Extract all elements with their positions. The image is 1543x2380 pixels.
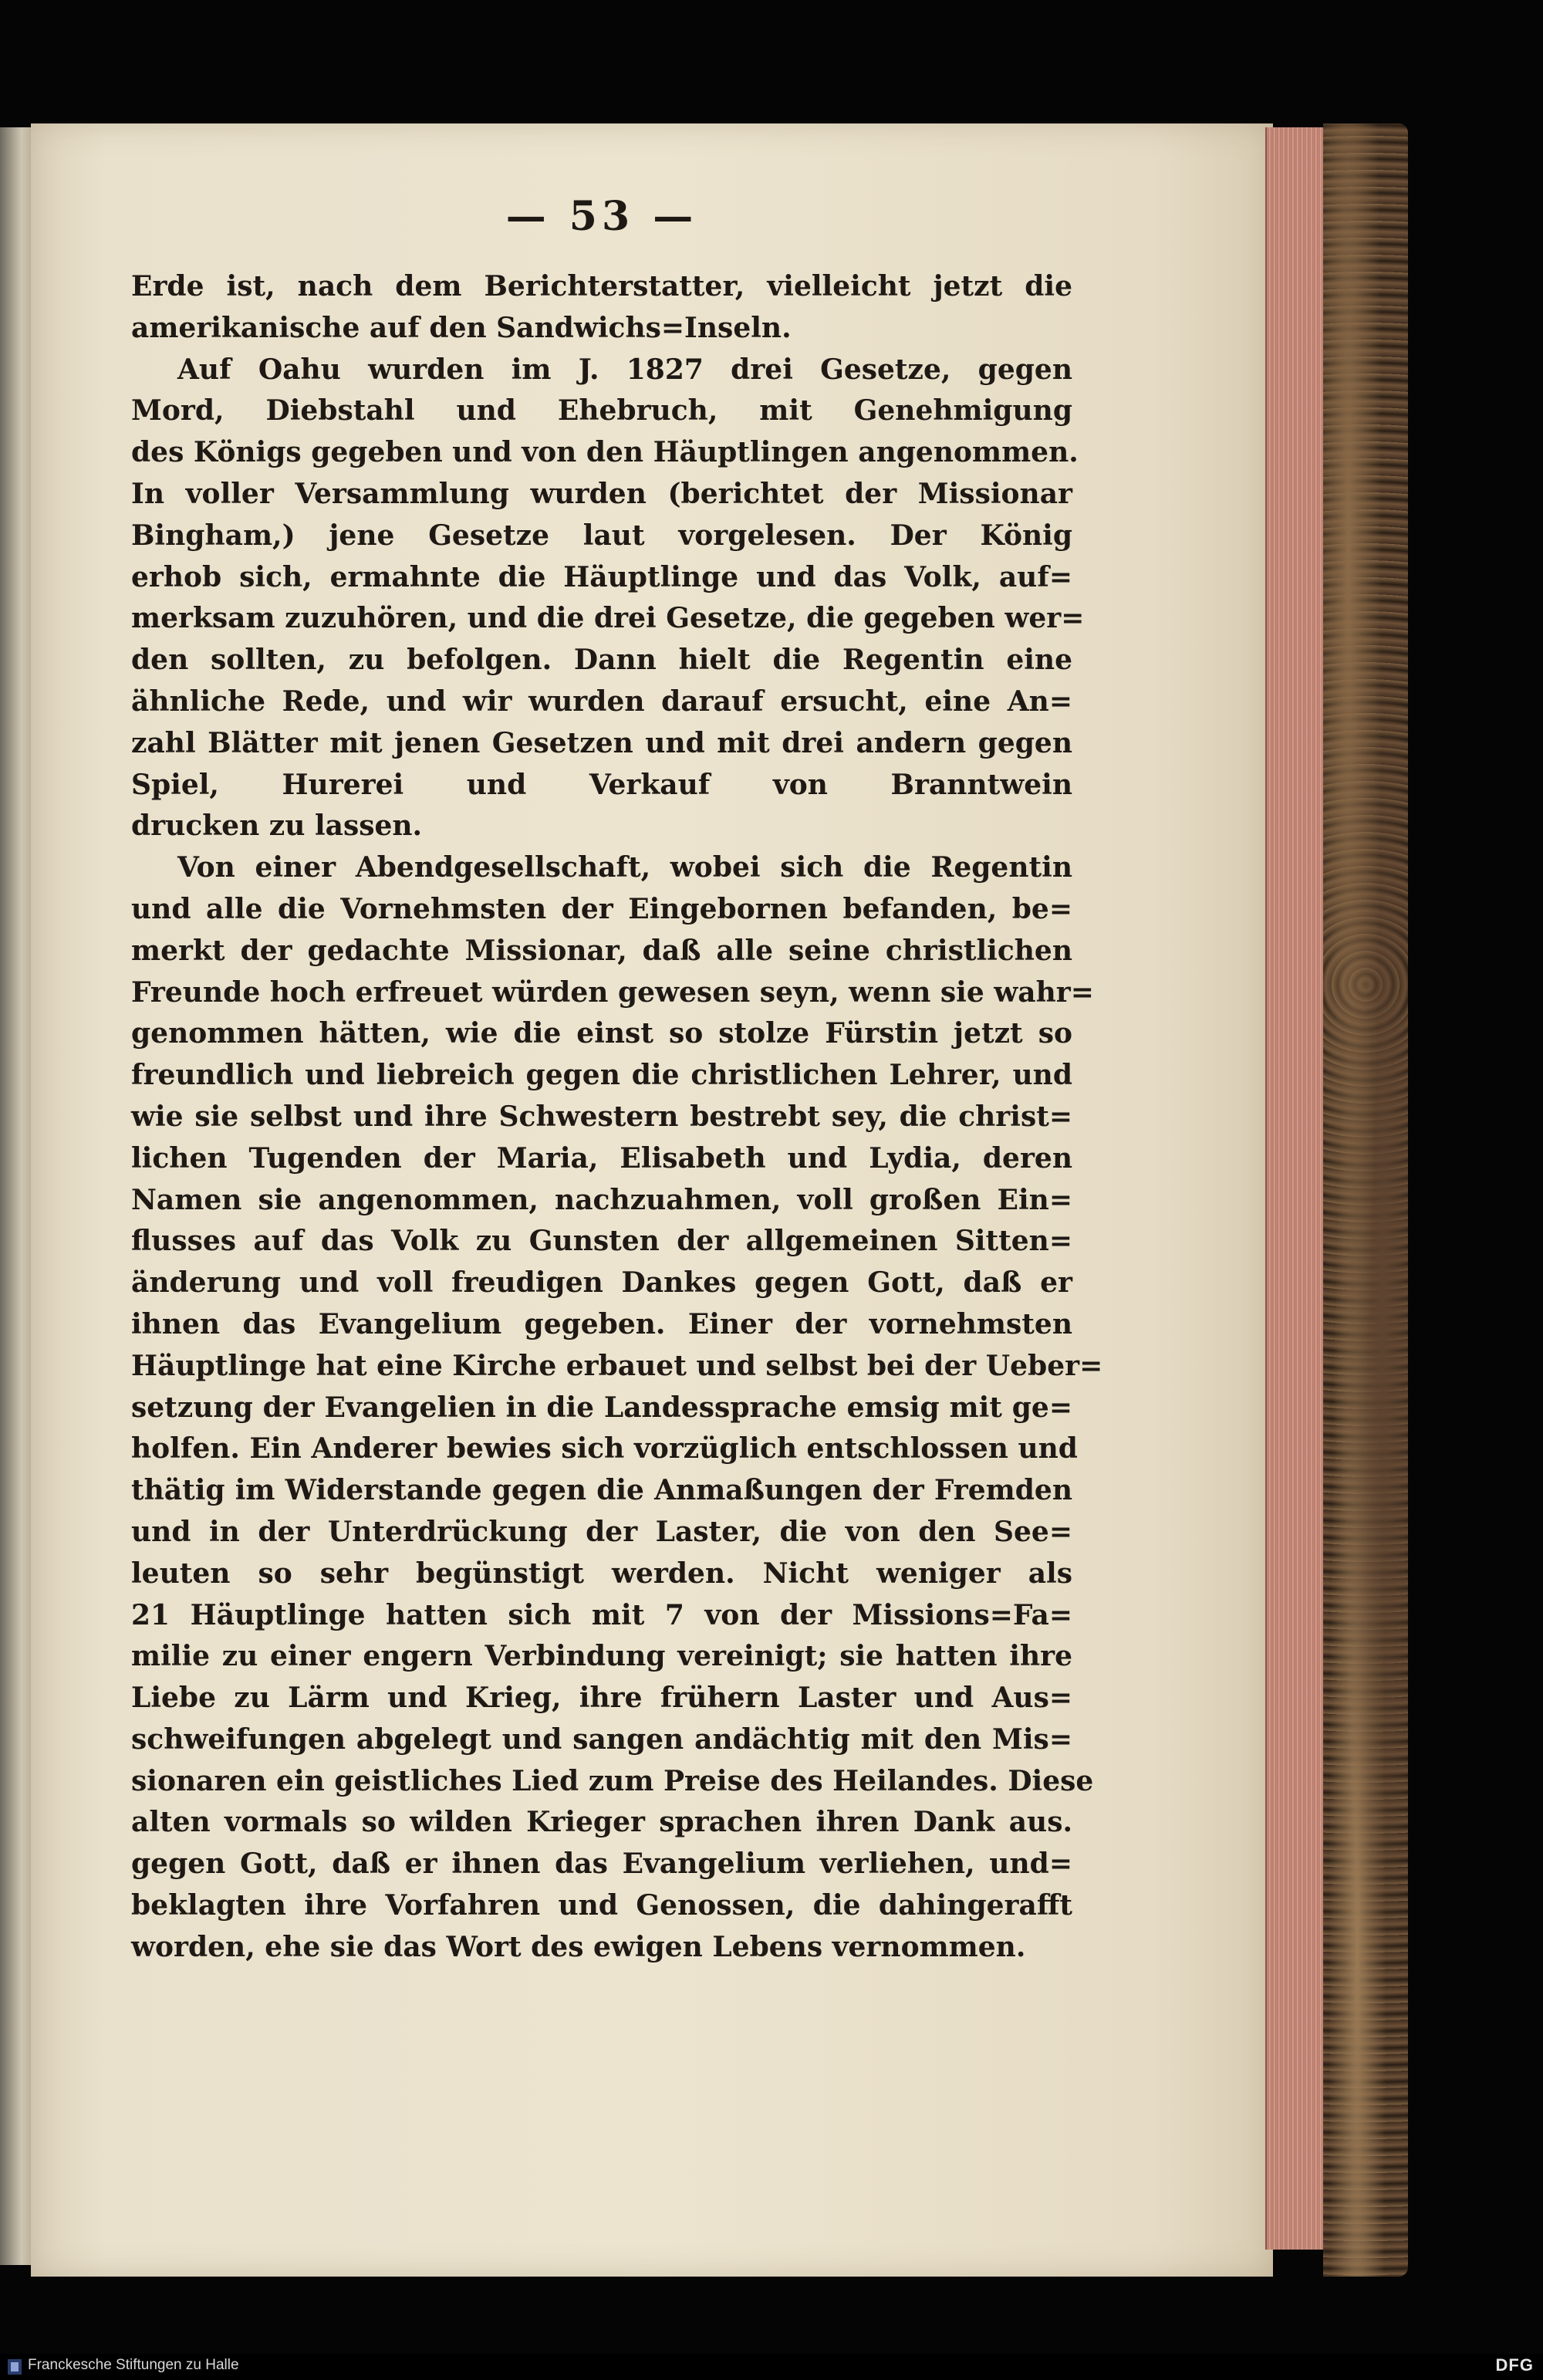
text-line: Auf Oahu wurden im J. 1827 drei Gesetze, gegen — [177, 353, 1072, 386]
text-line: Erde ist, nach dem Berichterstatter, vielleicht jetzt die — [131, 270, 1072, 303]
marbled-cover — [1323, 123, 1408, 2277]
text-line: worden, ehe sie das Wort des ewigen Lebens vernommen. — [131, 1930, 1026, 1963]
text-line: thätig im Widerstande gegen die Anmaßungen der Fremden — [131, 1474, 1072, 1507]
institution-credit: Franckesche Stiftungen zu Halle — [28, 2357, 239, 2373]
text-line: schweifungen abgelegt und sangen andächtig mit den Mis= — [131, 1722, 1072, 1756]
text-line: drucken zu lassen. — [131, 810, 423, 843]
text-line: alten vormals so wilden Krieger sprachen ihren Dank aus. — [131, 1806, 1072, 1839]
text-line: änderung und voll freudigen Dankes gegen Gott, daß er — [131, 1266, 1072, 1300]
text-line: und alle die Vornehmsten der Eingebornen befanden, be= — [131, 892, 1072, 925]
text-line: ihnen das Evangelium gegeben. Einer der vornehmsten — [131, 1307, 1072, 1340]
text-line: Namen sie angenommen, nachzuahmen, voll großen Ein= — [131, 1183, 1072, 1216]
text-line: merksam zuzuhören, und die drei Gesetze, die gegeben wer= — [131, 602, 1085, 635]
text-line: ähnliche Rede, und wir wurden darauf ersucht, eine An= — [131, 685, 1072, 718]
text-line: genommen hätten, wie die einst so stolze Fürstin jetzt so — [131, 1017, 1072, 1050]
dfg-badge: DFG — [1495, 2355, 1534, 2375]
body-text — [131, 266, 1103, 1969]
text-line: sionaren ein geistliches Lied zum Preise des Heilandes. Diese — [131, 1764, 1094, 1797]
text-line: wie sie selbst und ihre Schwestern bestrebt sey, die christ= — [131, 1100, 1072, 1133]
text-line: Häuptlinge hat eine Kirche erbauet und selbst bei der Ueber= — [131, 1349, 1103, 1382]
text-line: Liebe zu Lärm und Krieg, ihre frühern Laster und Aus= — [131, 1682, 1072, 1715]
text-line: freundlich und liebreich gegen die christlichen Lehrer, und — [131, 1059, 1072, 1092]
page-text — [131, 193, 1103, 1969]
text-line: merkt der gedachte Missionar, daß alle seine christlichen — [131, 934, 1072, 967]
text-line: holfen. Ein Anderer bewies sich vorzüglich entschlossen und — [131, 1432, 1078, 1466]
text-line: des Königs gegeben und von den Häuptlingen angenommen. — [131, 436, 1079, 469]
text-line: erhob sich, ermahnte die Häuptlinge und das Volk, auf= — [131, 560, 1072, 593]
text-line: den sollten, zu befolgen. Dann hielt die Regentin eine — [131, 644, 1072, 677]
text-line: amerikanische auf den Sandwichs=Inseln. — [131, 311, 792, 344]
text-line: und in der Unterdrückung der Laster, die von den See= — [131, 1515, 1072, 1548]
text-line: gegen Gott, daß er ihnen das Evangelium verliehen, und= — [131, 1848, 1072, 1881]
text-line: Spiel, Hurerei und Verkauf von Branntwein — [131, 768, 1072, 801]
text-line: zahl Blätter mit jenen Gesetzen und mit drei andern gegen — [131, 726, 1072, 759]
page-block-edge — [1265, 127, 1329, 2250]
text-line: Freunde hoch erfreuet würden gewesen seyn, wenn sie wahr= — [131, 975, 1094, 1009]
text-line: 21 Häuptlinge hatten sich mit 7 von der Missions=Fa= — [131, 1598, 1072, 1631]
text-line: lichen Tugenden der Maria, Elisabeth und Lydia, deren — [131, 1141, 1072, 1175]
page-number: — 53 — — [505, 193, 698, 240]
text-line: flusses auf das Volk zu Gunsten der allgemeinen Sitten= — [131, 1225, 1072, 1258]
institution-logo-icon — [6, 2358, 23, 2376]
text-line: beklagten ihre Vorfahren und Genossen, die dahingerafft — [131, 1889, 1072, 1922]
text-line: leuten so sehr begünstigt werden. Nicht weniger als — [131, 1557, 1072, 1590]
text-line: milie zu einer engern Verbindung vereinigt; sie hatten ihre — [131, 1640, 1072, 1673]
left-page-edge — [0, 127, 31, 2265]
text-line: In voller Versammlung wurden (berichtet der Missionar — [131, 477, 1072, 510]
text-line: Bingham,) jene Gesetze laut vorgelesen. Der König — [131, 519, 1072, 552]
text-line: setzung der Evangelien in die Landessprache emsig mit ge= — [131, 1391, 1072, 1424]
text-line: Von einer Abendgesellschaft, wobei sich die Regentin — [177, 851, 1072, 884]
text-line: Mord, Diebstahl und Ehebruch, mit Genehmigung — [131, 394, 1072, 428]
